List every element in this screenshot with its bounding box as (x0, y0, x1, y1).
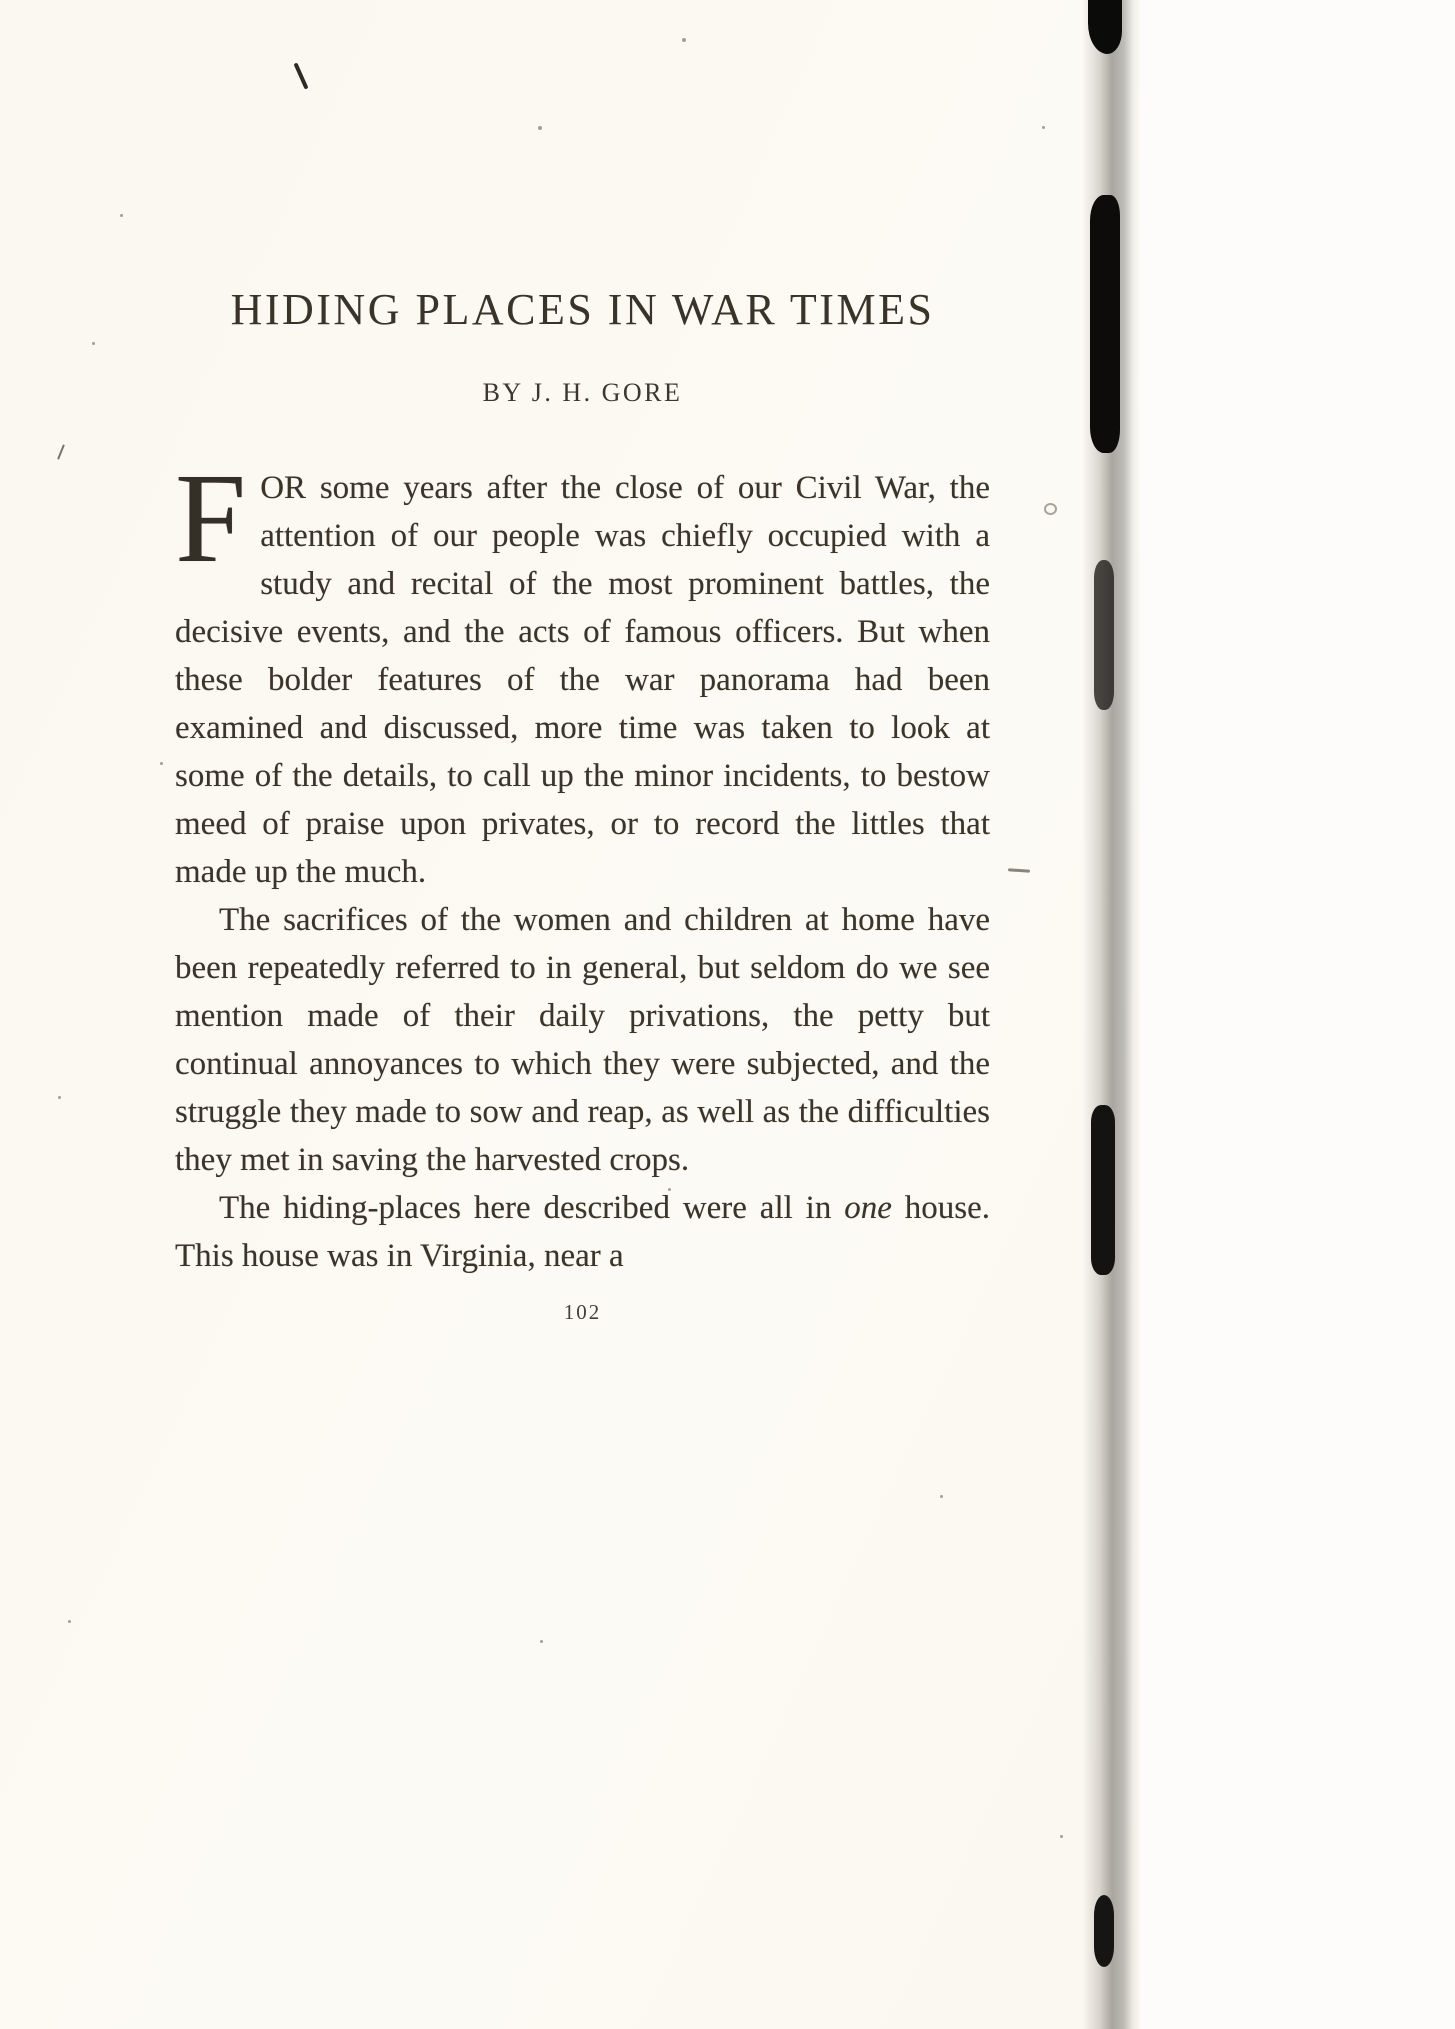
paragraph-2: The sacrifices of the women and children at home have been repeatedly referred to in general, but seldom do we see mention made of their daily privations, the petty but continual annoyances to which they were subjected, and the struggle they made to sow and reap, as well as the difficulties they met in saving the harvested crops. (175, 902, 990, 1178)
binding-ink-blob (1091, 1105, 1115, 1275)
scan-artifact-stroke (57, 444, 65, 460)
byline: BY J. H. GORE (482, 378, 683, 407)
scan-speck (160, 762, 163, 765)
scan-speck (120, 214, 123, 217)
italic-word: one (844, 1190, 892, 1226)
scan-speck (1042, 126, 1045, 129)
scan-speck (58, 1096, 61, 1099)
paragraph-text: The hiding-places here described were all in (219, 1190, 845, 1226)
paragraph-3 (175, 1184, 990, 1280)
scan-speck (940, 1495, 943, 1498)
binding-ink-blob (1090, 195, 1120, 453)
scan-speck (540, 1640, 543, 1643)
scan-speck (1060, 1835, 1063, 1838)
adjacent-page-edge (1140, 0, 1455, 2029)
binding-ink-blob (1094, 560, 1114, 710)
paragraph-text: OR some years after the close of our Civil War, the attention of our people was chiefly occupied with a study and recital of the most prominent battles, the decisive events, and the acts of famous officers. But when these bolder features of the war panorama had been examined and discussed, more time was taken to look at some of the details, to call up the minor incidents, to bestow meed of praise upon privates, or to record the littles that made up the much. (175, 470, 990, 890)
binding-ink-blob (1094, 1895, 1114, 1967)
paragraph-1 (175, 447, 990, 896)
page-title: HIDING PLACES IN WAR TIMES (230, 285, 935, 334)
binding-ink-blob (1088, 0, 1122, 54)
scan-artifact-dash (1008, 868, 1030, 873)
body-text (175, 447, 990, 1280)
scan-speck (68, 1620, 71, 1623)
paragraph-text: house. This house was in Virginia, near a (175, 1190, 990, 1274)
text-column (175, 0, 990, 1325)
page-number: 102 (563, 1300, 602, 1324)
scan-speck (92, 342, 95, 345)
book-binding-shadow (1082, 0, 1140, 2029)
drop-cap: F (175, 447, 247, 589)
scan-artifact-ring (1044, 503, 1057, 515)
